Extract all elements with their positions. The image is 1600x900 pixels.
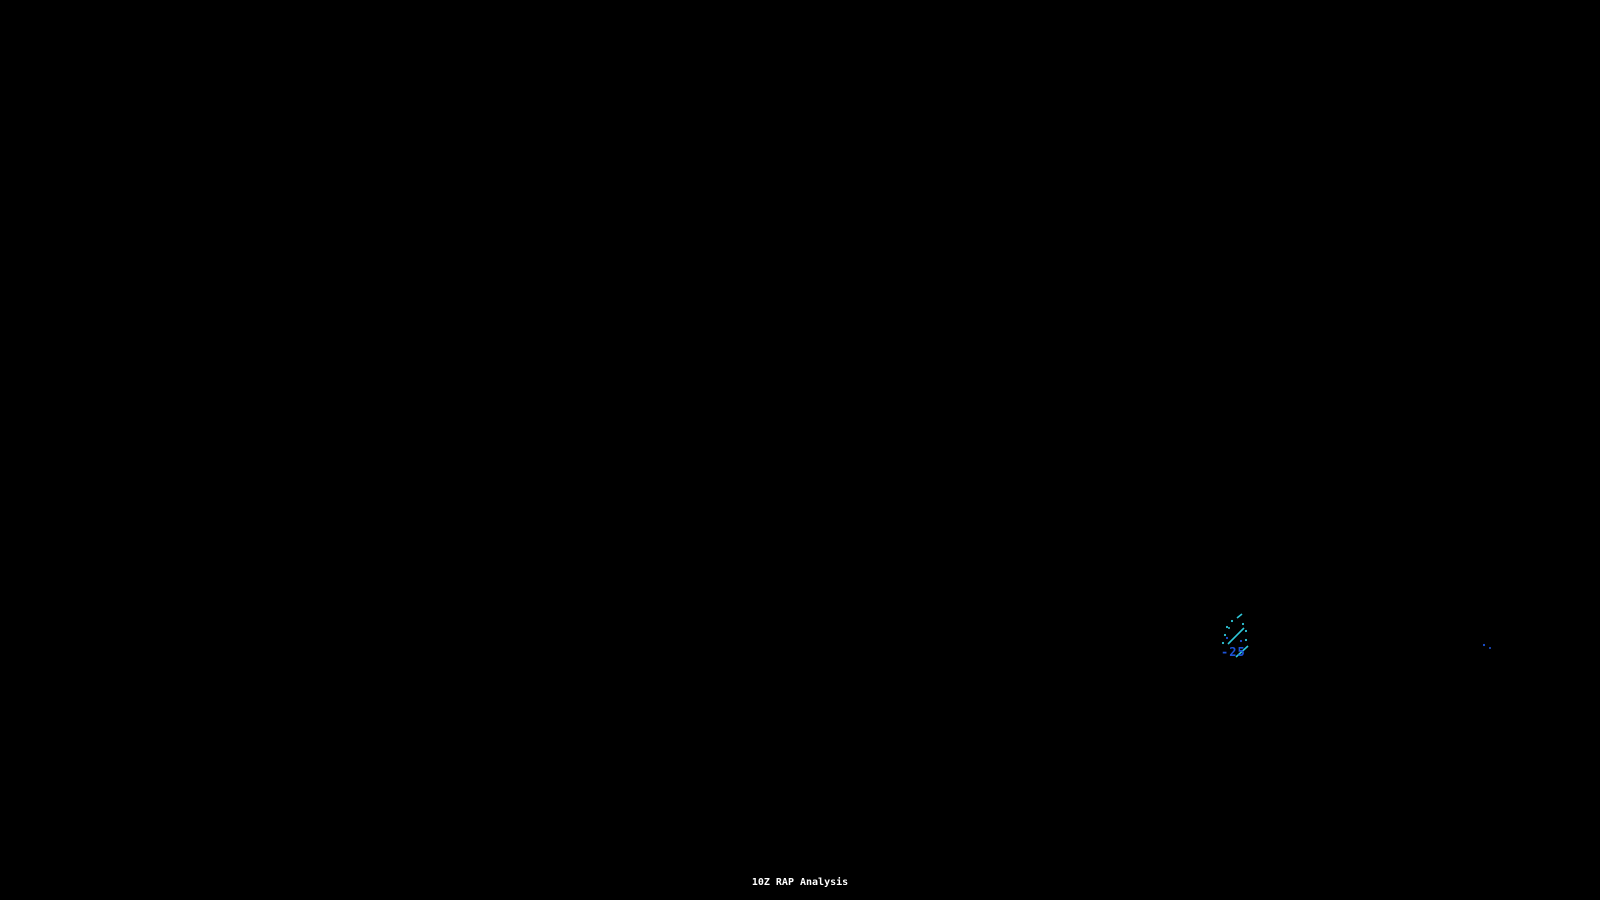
contour-marker-dot	[1226, 637, 1228, 639]
contour-fragment-east	[1483, 644, 1491, 649]
contour-dot	[1222, 642, 1224, 644]
contour-dot	[1242, 623, 1244, 625]
contour-dot	[1228, 627, 1230, 629]
contour-dot	[1226, 626, 1228, 628]
contour-dot	[1224, 634, 1226, 636]
contour-dot	[1245, 639, 1247, 641]
contour-dash	[1237, 614, 1242, 618]
contour-dot	[1231, 620, 1233, 622]
contour-value-label: -25	[1221, 645, 1246, 659]
map-title: 10Z RAP Analysis	[751, 877, 849, 888]
fragment-speck	[1489, 647, 1491, 649]
contour-dot	[1245, 630, 1247, 632]
fragment-speck	[1483, 644, 1485, 646]
contour-marker-dot	[1240, 640, 1242, 642]
